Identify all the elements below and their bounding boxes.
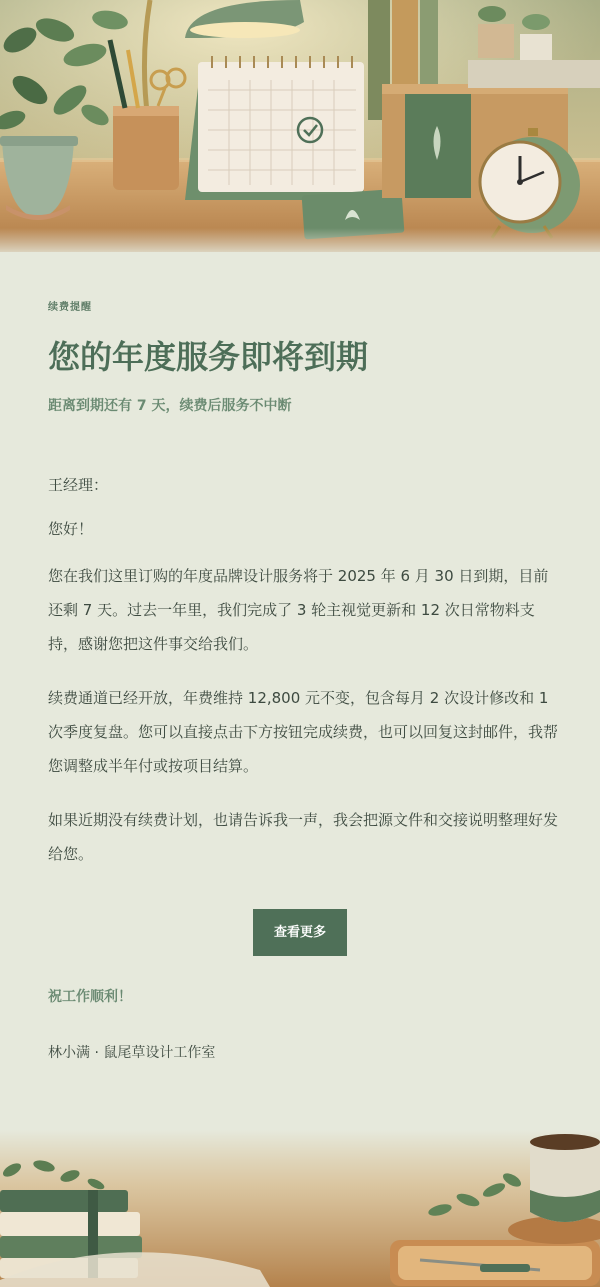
view-more-button[interactable]: 查看更多 xyxy=(253,909,347,956)
hero-illustration xyxy=(0,0,600,252)
cta-container xyxy=(48,909,552,956)
footer-desk-illustration xyxy=(0,1130,600,1287)
hero-fade xyxy=(0,228,600,252)
tray-with-scissors-icon xyxy=(390,1240,600,1286)
signoff: 祝工作顺利！ xyxy=(48,989,132,1005)
recipient-greeting: 王经理： xyxy=(48,476,109,494)
eyebrow-label: 续费提醒 xyxy=(48,302,92,313)
email-headline: 您的年度服务即将到期 xyxy=(48,338,369,376)
body-paragraph-handover: 如果近期没有续费计划，也请告诉我一声，我会把源文件和交接说明整理好发给您。 xyxy=(48,811,559,863)
body-paragraph-renewal: 续费通道已经开放，年费维持 12,800 元不变，包含每月 2 次设计修改和 1 次季度复盘。您可以直接点击下方按钮完成续费，也可以回复这封邮件，我帮您调整成半年付或按项目结算。 xyxy=(48,689,559,775)
hello-line: 您好！ xyxy=(48,520,94,538)
body-paragraph-expiry: 您在我们这里订购的年度品牌设计服务将于 2025 年 6 月 30 日到期，目前还剩 7 天。过去一年里，我们完成了 3 轮主视觉更新和 12 次日常物料支持，感谢您把这件事交给我们。 xyxy=(48,567,549,653)
email-subhead: 距离到期还有 7 天，续费后服务不中断 xyxy=(48,398,292,414)
desk-scene-illustration xyxy=(0,0,600,252)
email-body xyxy=(48,298,558,1062)
signature: 林小满 · 鼠尾草设计工作室 xyxy=(48,1045,216,1061)
footer-illustration xyxy=(0,1130,600,1287)
desk-calendar-icon xyxy=(185,56,365,200)
